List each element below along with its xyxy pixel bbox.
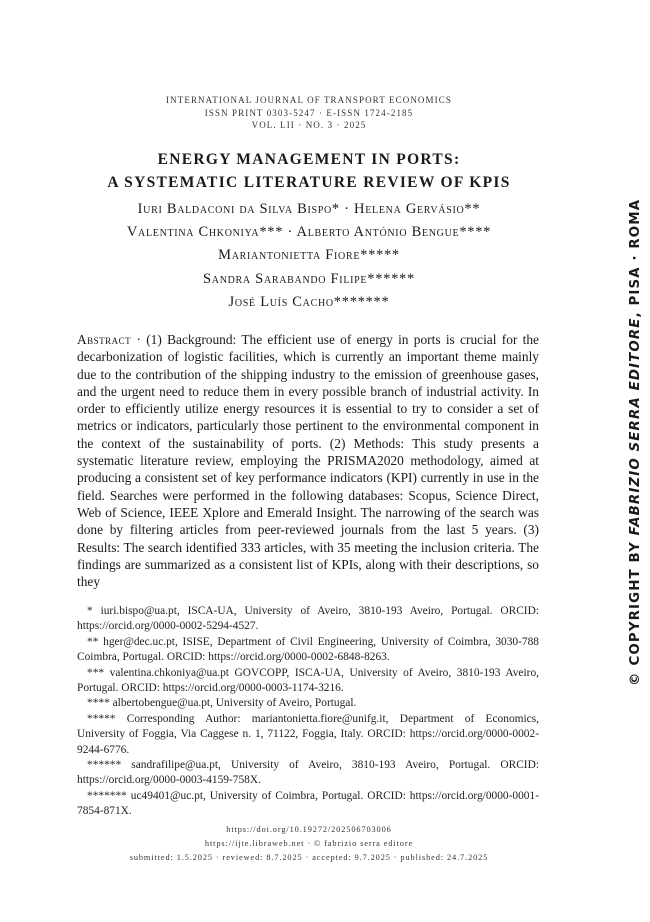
footnote-6: ****** sandrafilipe@ua.pt, University of Aveiro, 3810-193 Aveiro, Portugal. ORCID: https://orcid.org/0000-0003-4159-758X. bbox=[77, 759, 539, 787]
doi-link[interactable]: https://doi.org/10.19272/202506703006 bbox=[226, 825, 392, 834]
title-line-2: A SYSTEMATIC LITERATURE REVIEW OF KPIS bbox=[107, 174, 511, 191]
copyright-icon: © bbox=[628, 671, 643, 686]
footnotes bbox=[77, 604, 539, 820]
footnote-1: * iuri.bispo@ua.pt, ISCA-UA, University of Aveiro, 3810-193 Aveiro, Portugal. ORCID: https://orcid.org/0000-0002-5294-4527. bbox=[77, 605, 539, 633]
journal-name: INTERNATIONAL JOURNAL OF TRANSPORT ECONOMICS bbox=[166, 95, 452, 105]
submission-dates: submitted: 1.5.2025 · reviewed: 8.7.2025 · accepted: 9.7.2025 · published: 24.7.2025 bbox=[129, 852, 489, 862]
footnote-3: *** valentina.chkoniya@ua.pt GOVCOPP, ISCA-UA, University of Aveiro, 3810-193 Aveiro, Portugal. ORCID: https://orcid.org/0000-0003-1174-3216. bbox=[77, 666, 539, 695]
article-title bbox=[0, 148, 618, 194]
abstract bbox=[77, 331, 539, 590]
author-line-2: Valentina Chkoniya*** · Alberto António Bengue**** bbox=[126, 224, 492, 241]
title-line-1: ENERGY MANAGEMENT IN PORTS: bbox=[157, 151, 461, 168]
article-footer bbox=[0, 823, 618, 864]
journal-header bbox=[0, 94, 618, 132]
footnote-2: ** hger@dec.uc.pt, ISISE, Department of Civil Engineering, University of Coimbra, 3030-788 Coimbra, Portugal. ORCID: https://orcid.org/0000-0002-6848-8263. bbox=[77, 635, 539, 664]
author-line-4: Sandra Sarabando Filipe****** bbox=[203, 270, 415, 287]
author-list bbox=[0, 198, 618, 314]
author-line-5: José Luís Cacho******* bbox=[228, 293, 390, 310]
journal-volume: VOL. LII · NO. 3 · 2025 bbox=[251, 120, 367, 130]
journal-issn: ISSN PRINT 0303-5247 · E-ISSN 1724-2185 bbox=[204, 107, 414, 118]
abstract-text: (1) Background: The efficient use of energy in ports is crucial for the decarbonization of logistic facilities, which is currently an important theme mainly due to the contribution of the shipping industry to the emission of greenhouse gases, and the urgent need to reduce them in every possible branch of industrial activity. In order to efficiently utilize energy resources it is essential to try to consider a set of metrics or indicators, particularly those pertinent to the environmental component in the context of the sustainability of ports. (2) Methods: This study presents a systematic literature review, employing the PRISMA2020 methodology, aimed at producing a consistent set of key performance indicators (KPI) currently in use in the field. Searches were performed in the following databases: Scopus, Science Direct, Web of Science, IEEE Xplore and Emerald Insight. The narrowing of the search was done by filtering articles from peer-reviewed journals from the last 5 years. (3) Results: The search identified 333 articles, with 35 meeting the inclusion criteria. The findings are summarized as a consistent list of KPIs, along with their descriptions, so they bbox=[77, 332, 540, 590]
footnote-4: **** albertobengue@ua.pt, University of Aveiro, Portugal. bbox=[87, 697, 357, 710]
author-line-3: Mariantonietta Fiore***** bbox=[218, 247, 400, 264]
copyright-publisher: FABRIZIO SERRA EDITORE bbox=[628, 317, 643, 536]
author-line-1: Iuri Baldaconi da Silva Bispo* · Helena Gervásio** bbox=[137, 201, 481, 217]
abstract-separator: · bbox=[131, 332, 147, 347]
footnote-5: ***** Corresponding Author: mariantonietta.fiore@unifg.it, Department of Economics, University of Foggia, Via Caggese n. 1, 71122, Foggia, Italy. ORCID: https://orcid.org/0000-0002-9244-6776. bbox=[77, 712, 539, 756]
copyright-notice bbox=[628, 198, 648, 686]
abstract-label: Abstract bbox=[77, 332, 132, 347]
footnote-7: ******* uc49401@uc.pt, University of Coimbra, Portugal. ORCID: https://orcid.org/0000-0001-7854-871X. bbox=[77, 789, 539, 818]
journal-site-link[interactable]: https://ijte.libraweb.net · © fabrizio serra editore bbox=[204, 838, 414, 848]
copyright-prefix: COPYRIGHT BY bbox=[628, 535, 643, 666]
copyright-suffix: , PISA · ROMA bbox=[628, 198, 643, 318]
